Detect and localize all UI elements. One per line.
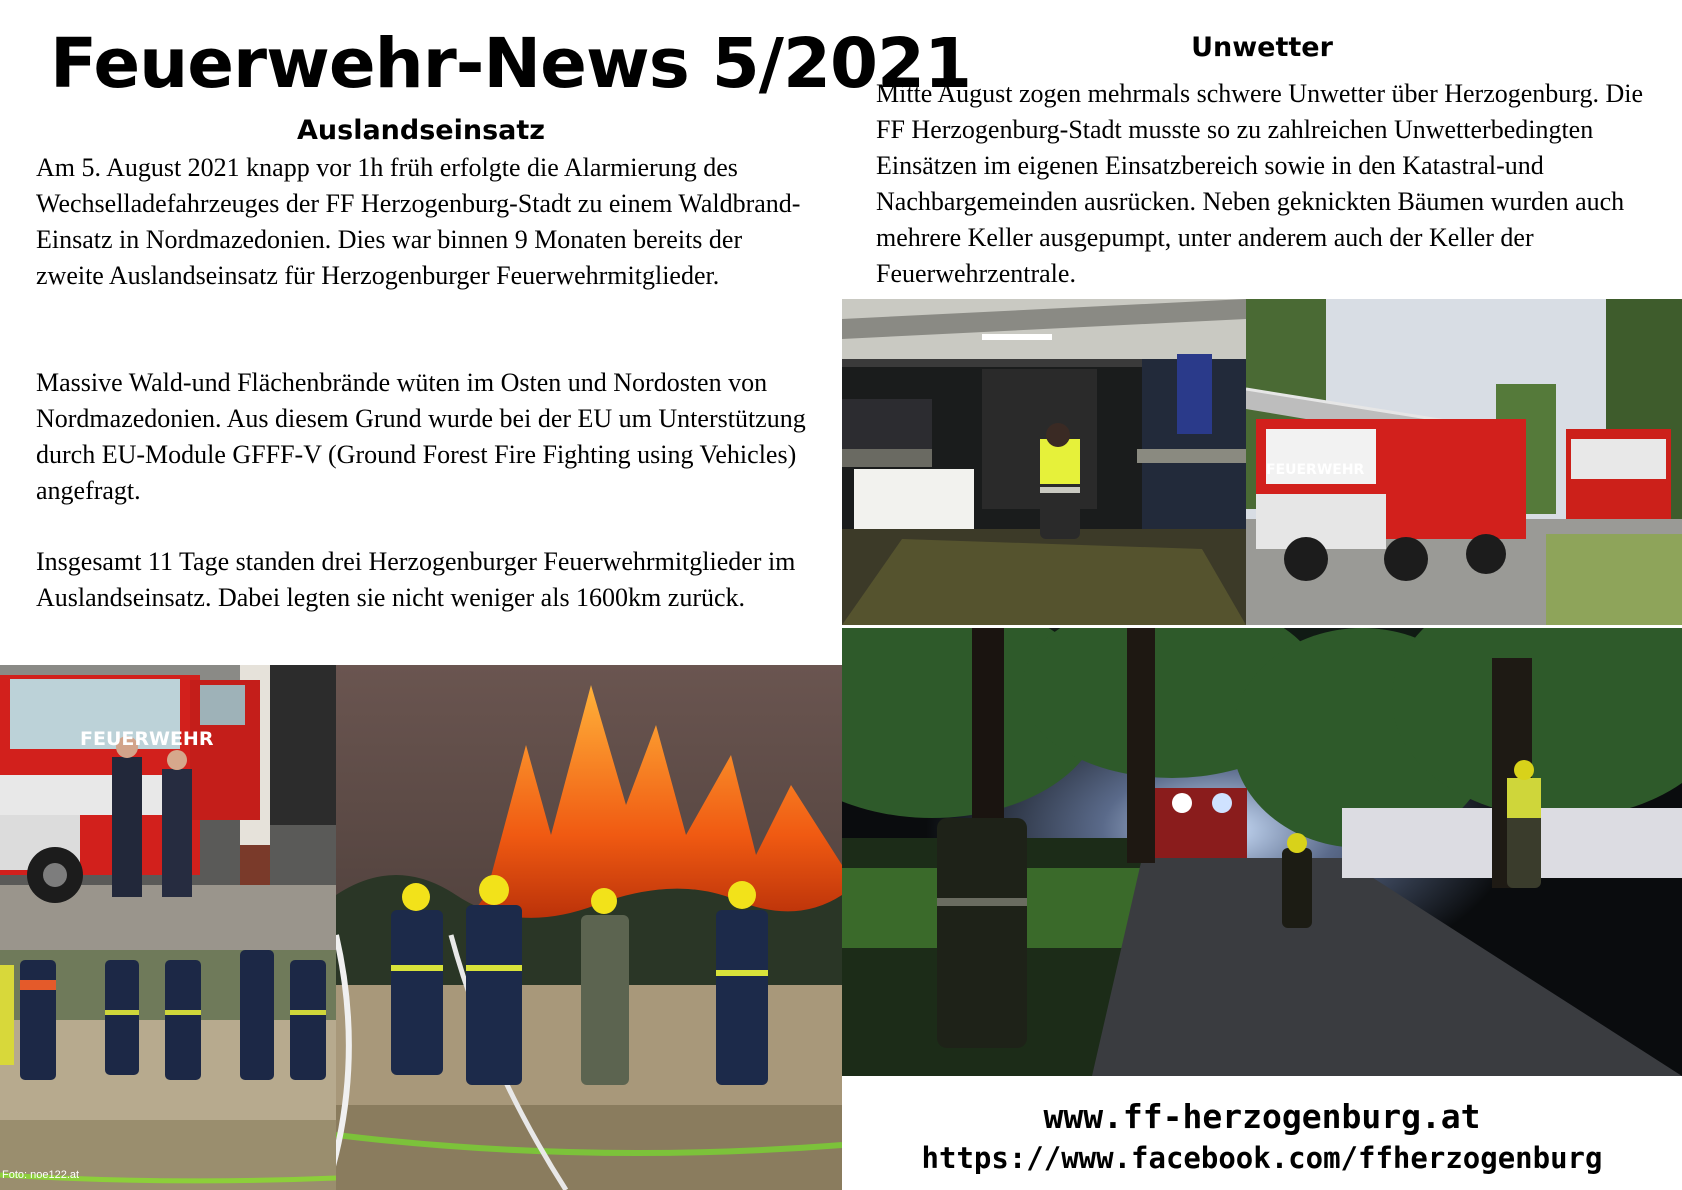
section-heading-unwetter: Unwetter: [1191, 32, 1333, 63]
paragraph-alarm: Am 5. August 2021 knapp vor 1h früh erfolgte die Alarmierung des Wechselladefahrzeuges der FF Herzogenburg-Stadt zu einem Waldbrand-Einsatz in Nordmazedonien. Dies war binnen 9 Monaten bereits der zweite Auslandseinsatz für Herzogenburger Feuerwehrmitglieder.: [36, 153, 801, 290]
photo-flooded-garage: [842, 299, 1246, 625]
paragraph-duration: Insgesamt 11 Tage standen drei Herzogenburger Feuerwehrmitglieder im Auslandseinsatz. Dabei legten sie nicht weniger als 1600km zurück.: [36, 547, 796, 612]
paragraph-storm: Mitte August zogen mehrmals schwere Unwetter über Herzogenburg. Die FF Herzogenburg-Stadt musste so zu zahlreichen Unwetterbedingten Einsätzen im eigenen Einsatzbereich sowie in den Katastral-und Nachbargemeinden ausrücken. Neben geknickten Bäumen wurden auch mehrere Keller ausgepumpt, unter anderem auch der Keller der Feuerwehrzentrale.: [876, 79, 1644, 288]
ladder-truck-lettering: FEUERWEHR: [1266, 462, 1365, 478]
photo-forest-fire: [336, 665, 842, 1190]
photo-night-storm: [842, 628, 1682, 1076]
facebook-link[interactable]: https://www.facebook.com/ffherzogenburg: [921, 1141, 1603, 1175]
photo-crew-group: [0, 950, 336, 1190]
paragraph-fires: Massive Wald-und Flächenbrände wüten im Osten und Nordosten von Nordmazedonien. Aus diesem Grund wurde bei der EU um Unterstützung durch EU-Module GFFF-V (Ground Forest Fire Fighting using Vehicles) angefragt.: [36, 368, 806, 505]
website-link[interactable]: www.ff-herzogenburg.at: [1043, 1097, 1481, 1136]
section-heading-auslandseinsatz: Auslandseinsatz: [297, 115, 545, 146]
photo-ladder-truck: [1246, 299, 1682, 625]
page-title: Feuerwehr-News 5/2021: [50, 24, 972, 104]
photo-credit: Foto: noe122.at: [2, 1169, 80, 1181]
truck-lettering: FEUERWEHR: [80, 728, 214, 750]
photo-fire-truck: [0, 665, 336, 950]
